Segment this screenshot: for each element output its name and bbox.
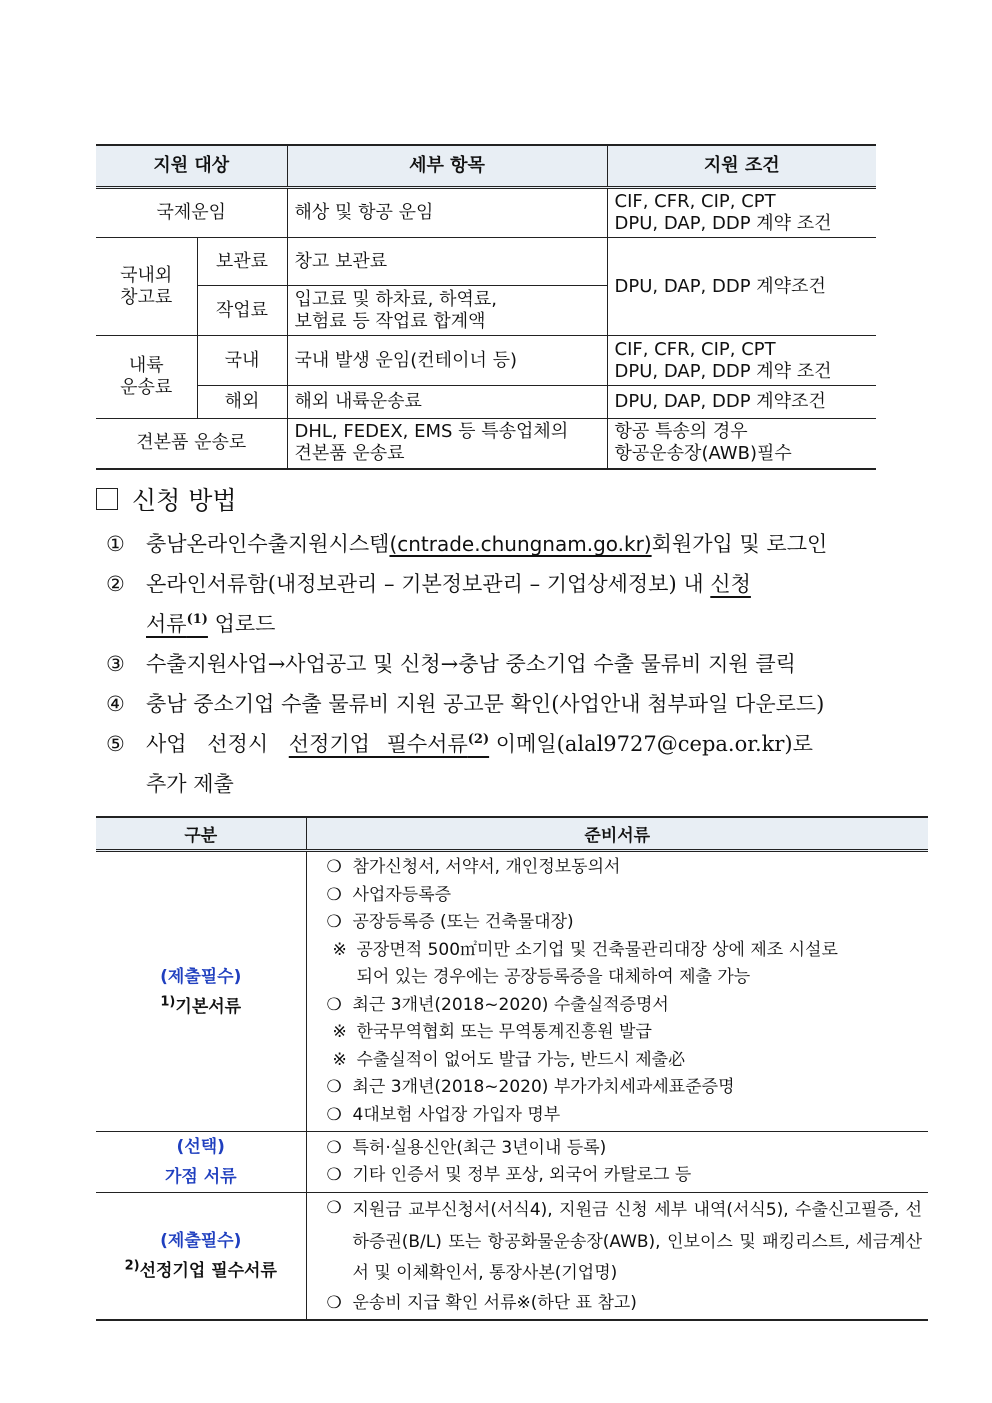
row-international bbox=[96, 188, 876, 238]
international-condition-line1: CIF, CFR, CIP, CPT bbox=[614, 191, 776, 212]
inland-detail-domestic: 국내 발생 운임(컨테이너 등) bbox=[287, 336, 607, 386]
selected-item-1 bbox=[327, 1290, 923, 1318]
reference-mark-icon: ※ bbox=[332, 939, 347, 960]
circle-bullet-icon: ❍ bbox=[326, 1198, 342, 1218]
step-4-text: 충남 중소기업 수출 물류비 지원 공고문 확인(사업안내 첨부파일 다운로드) bbox=[146, 692, 825, 716]
row-warehouse-storage bbox=[96, 238, 876, 286]
step-1-text-after: 회원가입 및 로그인 bbox=[651, 532, 828, 556]
step-2-text-after: 업로드 bbox=[207, 612, 276, 636]
circle-bullet-icon: ❍ bbox=[326, 1104, 342, 1125]
basic-item-5 bbox=[327, 992, 923, 1020]
step-5-footnote-mark: (2) bbox=[467, 732, 490, 747]
circle-bullet-icon: ❍ bbox=[326, 1077, 342, 1097]
basic-docs-tag: (제출필수) bbox=[160, 966, 242, 987]
selected-docs-category bbox=[96, 1193, 306, 1321]
selected-docs-list bbox=[306, 1193, 928, 1321]
step-2-number: ② bbox=[106, 572, 125, 596]
bonus-docs-category bbox=[96, 1132, 306, 1193]
bonus-item-0 bbox=[327, 1135, 923, 1163]
selected-docs-tag: (제출필수) bbox=[160, 1231, 242, 1251]
step-3-text: 수출지원사업→사업공고 및 신청→충남 중소기업 수출 물류비 지원 클릭 bbox=[146, 652, 796, 676]
bonus-item-0-text: 특허·실용신안(최근 3년이내 등록) bbox=[352, 1137, 607, 1158]
warehouse-sub-work: 작업료 bbox=[197, 286, 287, 336]
header-condition: 지원 조건 bbox=[607, 145, 876, 188]
circle-bullet-icon: ❍ bbox=[326, 912, 342, 932]
international-detail: 해상 및 항공 운임 bbox=[287, 188, 607, 238]
inland-category-line1: 내륙 bbox=[128, 355, 164, 376]
bonus-docs-label: 가점 서류 bbox=[164, 1167, 237, 1187]
step-4 bbox=[106, 684, 906, 724]
step-2 bbox=[106, 564, 906, 644]
selected-docs-label: 선정기업 필수서류 bbox=[139, 1261, 277, 1281]
international-condition-line2: DPU, DAP, DDP 계약 조건 bbox=[614, 213, 832, 234]
step-1-text-before: 충남온라인수출지원시스템 bbox=[146, 532, 390, 556]
header-target: 지원 대상 bbox=[96, 145, 287, 188]
row-bonus-docs bbox=[96, 1132, 928, 1193]
step-3-number: ③ bbox=[106, 652, 125, 676]
sample-condition-line2: 항공운송장(AWB)필수 bbox=[614, 443, 792, 465]
step-2-text-before: 온라인서류함(내정보관리 – 기본정보관리 – 기업상세정보) 내 bbox=[146, 572, 711, 596]
step-1-number: ① bbox=[106, 532, 125, 556]
basic-item-7 bbox=[327, 1047, 923, 1075]
header-documents: 준비서류 bbox=[306, 817, 928, 851]
circle-bullet-icon: ❍ bbox=[326, 1165, 342, 1185]
inland-condition-overseas: DPU, DAP, DDP 계약조건 bbox=[607, 386, 876, 419]
step-2-link-b-text: 서류 bbox=[146, 612, 187, 636]
bonus-item-1-text: 기타 인증서 및 정부 포상, 외국어 카탈로그 등 bbox=[352, 1165, 692, 1185]
row-inland-overseas bbox=[96, 386, 876, 419]
basic-docs-footnote-mark: 1) bbox=[160, 993, 176, 1009]
inland-detail-overseas: 해외 내륙운송료 bbox=[287, 386, 607, 419]
step-5-line2: 추가 제출 bbox=[146, 772, 234, 796]
basic-item-0-text: 참가신청서, 서약서, 개인정보동의서 bbox=[352, 857, 621, 877]
circle-bullet-icon: ❍ bbox=[326, 994, 342, 1015]
basic-item-1 bbox=[327, 882, 923, 910]
selected-item-0-text: 지원금 교부신청서(서식4), 지원금 신청 세부 내역(서식5), 수출신고필증, 선하증권(B/L) 또는 항공화물운송장(AWB), 인보이스 및 패킹리스트, 세금계산서 및 이체확인서, 통장사본(기업명) bbox=[352, 1200, 922, 1283]
section-title-text: 신청 방법 bbox=[132, 486, 237, 515]
basic-item-9-text: 4대보험 사업장 가입자 명부 bbox=[352, 1104, 561, 1125]
step-2-footnote-mark: (1) bbox=[186, 612, 208, 627]
step-5-text-after: 이메일(alal9727@cepa.or.kr)로 bbox=[489, 732, 813, 756]
docs-table bbox=[96, 816, 928, 1321]
sample-detail-line1: DHL, FEDEX, EMS 등 특송업체의 bbox=[294, 421, 569, 443]
row-inland-domestic bbox=[96, 336, 876, 386]
basic-item-4-text: 되어 있는 경우에는 공장등록증을 대체하여 제출 가능 bbox=[356, 967, 751, 987]
sample-detail bbox=[287, 419, 607, 469]
header-detail: 세부 항목 bbox=[287, 145, 607, 188]
selected-docs-footnote-mark: 2) bbox=[124, 1258, 140, 1274]
international-condition bbox=[607, 188, 876, 238]
basic-item-0 bbox=[327, 854, 923, 882]
step-5-link-text: 선정기업 필수서류 bbox=[288, 732, 468, 756]
basic-item-9 bbox=[327, 1102, 923, 1130]
selected-item-0 bbox=[327, 1195, 923, 1290]
basic-item-6 bbox=[327, 1019, 923, 1047]
warehouse-sub-storage: 보관료 bbox=[197, 238, 287, 286]
step-5 bbox=[106, 724, 906, 804]
sample-condition bbox=[607, 419, 876, 469]
basic-item-7-text: 수출실적이 없어도 발급 가능, 반드시 제출必 bbox=[356, 1049, 686, 1070]
basic-docs-category bbox=[96, 851, 306, 1132]
reference-mark-icon: ※ bbox=[332, 1022, 347, 1042]
warehouse-condition: DPU, DAP, DDP 계약조건 bbox=[607, 238, 876, 336]
warehouse-detail-work bbox=[287, 286, 607, 336]
step-5-text-before: 사업 선정시 bbox=[146, 732, 289, 756]
step-2-link-b bbox=[146, 612, 208, 636]
inland-category-line2: 운송료 bbox=[120, 377, 173, 398]
basic-item-3 bbox=[327, 937, 923, 965]
step-4-number: ④ bbox=[106, 692, 125, 716]
selected-item-1-text: 운송비 지급 확인 서류※(하단 표 참고) bbox=[352, 1292, 637, 1313]
basic-item-4 bbox=[327, 964, 923, 992]
basic-item-2 bbox=[327, 909, 923, 937]
basic-item-5-text: 최근 3개년(2018~2020) 수출실적증명서 bbox=[352, 994, 669, 1015]
step-1 bbox=[106, 524, 906, 564]
step-3 bbox=[106, 644, 906, 684]
inland-sub-overseas: 해외 bbox=[197, 386, 287, 419]
basic-docs-label: 기본서류 bbox=[175, 996, 242, 1017]
sample-category: 견본품 운송로 bbox=[96, 419, 287, 469]
warehouse-category bbox=[96, 238, 197, 336]
docs-table-header bbox=[96, 817, 928, 851]
reference-mark-icon: ※ bbox=[332, 1049, 347, 1070]
step-2-link-a: 신청 bbox=[710, 572, 751, 596]
bonus-item-1 bbox=[327, 1162, 923, 1190]
section-title bbox=[96, 484, 237, 518]
basic-item-3-text: 공장면적 500㎡미만 소기업 및 건축물관리대장 상에 제조 시설로 bbox=[356, 939, 838, 960]
inland-condition-domestic-line1: CIF, CFR, CIP, CPT bbox=[614, 338, 776, 360]
warehouse-detail-storage: 창고 보관료 bbox=[287, 238, 607, 286]
sample-detail-line2: 견본품 운송료 bbox=[294, 443, 405, 465]
step-5-link bbox=[289, 732, 489, 756]
basic-docs-label-wrap bbox=[96, 992, 306, 1022]
support-table bbox=[96, 144, 876, 470]
inland-sub-domestic: 국내 bbox=[197, 336, 287, 386]
bonus-docs-list bbox=[306, 1132, 928, 1193]
support-table-header bbox=[96, 145, 876, 188]
circle-bullet-icon: ❍ bbox=[326, 1137, 342, 1158]
bonus-docs-tag: (선택) bbox=[176, 1137, 225, 1157]
basic-item-1-text: 사업자등록증 bbox=[352, 884, 452, 905]
basic-docs-list bbox=[306, 851, 928, 1132]
inland-condition-domestic-line2: DPU, DAP, DDP 계약 조건 bbox=[614, 360, 832, 382]
basic-item-2-text: 공장등록증 (또는 건축물대장) bbox=[352, 912, 574, 932]
checkbox-square-icon bbox=[96, 488, 118, 510]
cntrade-link[interactable]: (cntrade.chungnam.go.kr) bbox=[389, 532, 652, 556]
circle-bullet-icon: ❍ bbox=[326, 1292, 342, 1313]
basic-item-8-text: 최근 3개년(2018~2020) 부가가치세과세표준증명 bbox=[352, 1077, 735, 1097]
sample-condition-line1: 항공 특송의 경우 bbox=[614, 421, 748, 443]
circle-bullet-icon: ❍ bbox=[326, 857, 342, 877]
warehouse-detail-work-line2: 보험료 등 작업료 합계액 bbox=[294, 310, 486, 332]
selected-docs-label-wrap bbox=[96, 1256, 306, 1286]
header-category: 구분 bbox=[96, 817, 306, 851]
circle-bullet-icon: ❍ bbox=[326, 884, 342, 905]
row-basic-docs bbox=[96, 851, 928, 1132]
row-sample bbox=[96, 419, 876, 469]
inland-category bbox=[96, 336, 197, 419]
inland-condition-domestic bbox=[607, 336, 876, 386]
basic-item-6-text: 한국무역협회 또는 무역통계진흥원 발급 bbox=[356, 1022, 652, 1042]
international-category: 국제운임 bbox=[96, 188, 287, 238]
step-5-number: ⑤ bbox=[106, 732, 125, 756]
row-selected-docs bbox=[96, 1193, 928, 1321]
warehouse-category-line1: 국내외 bbox=[120, 264, 173, 286]
basic-item-8 bbox=[327, 1074, 923, 1102]
warehouse-category-line2: 창고료 bbox=[120, 286, 173, 308]
warehouse-detail-work-line1: 입고료 및 하차료, 하역료, bbox=[294, 288, 497, 310]
